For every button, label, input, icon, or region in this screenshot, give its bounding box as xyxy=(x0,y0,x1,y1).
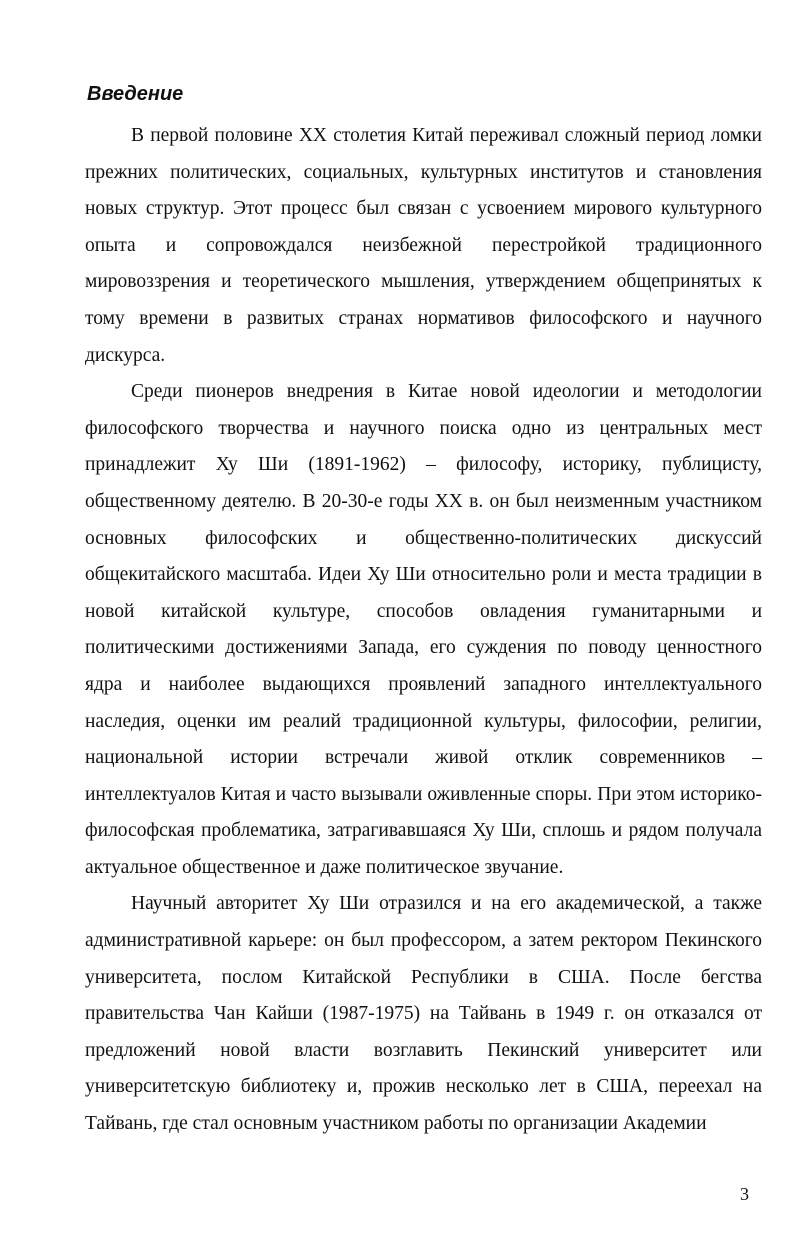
section-heading: Введение xyxy=(87,83,184,105)
body-text xyxy=(85,118,762,1143)
paragraph-1: В первой половине XX столетия Китай переживал сложный период ломки прежних политических, социальных, культурных институтов и становления новых структур. Этот процесс был связан с усвоением мирового культурного опыта и сопровождался неизбежной перестройкой традиционного мировоззрения и теоретического мышления, утверждением общепринятых к тому времени в развитых странах нормативов философского и научного дискурса. xyxy=(85,125,762,366)
paragraph-3: Научный авторитет Ху Ши отразился и на его академической, а также административной карьере: он был профессором, а затем ректором Пекинского университета, послом Китайской Республики в США. После бегства правительства Чан Кайши (1987-1975) на Тайвань в 1949 г. он отказался от предложений новой власти возглавить Пекинский университет или университетскую библиотеку и, прожив несколько лет в США, переехал на Тайвань, где стал основным участником работы по организации Академии xyxy=(85,893,762,1135)
page-number: 3 xyxy=(740,1184,749,1204)
paragraph-2: Среди пионеров внедрения в Китае новой идеологии и методологии философского творчества и научного поиска одно из центральных мест принадлежит Ху Ши (1891-1962) – философу, историку, публицисту, общественному деятелю. В 20-30-е годы XX в. он был неизменным участником основных философских и общественно-политических дискуссий общекитайского масштаба. Идеи Ху Ши относительно роли и места традиции в новой китайской культуре, способов овладения гуманитарными и политическими достижениями Запада, его суждения по поводу ценностного ядра и наиболее выдающихся проявлений западного интеллектуального наследия, оценки им реалий традиционной культуры, философии, религии, национальной истории встречали живой отклик современников – интеллектуалов Китая и часто вызывали оживленные споры. При этом историко-философская проблематика, затрагивавшаяся Ху Ши, сплошь и рядом получала актуальное общественное и даже политическое звучание. xyxy=(85,381,762,878)
